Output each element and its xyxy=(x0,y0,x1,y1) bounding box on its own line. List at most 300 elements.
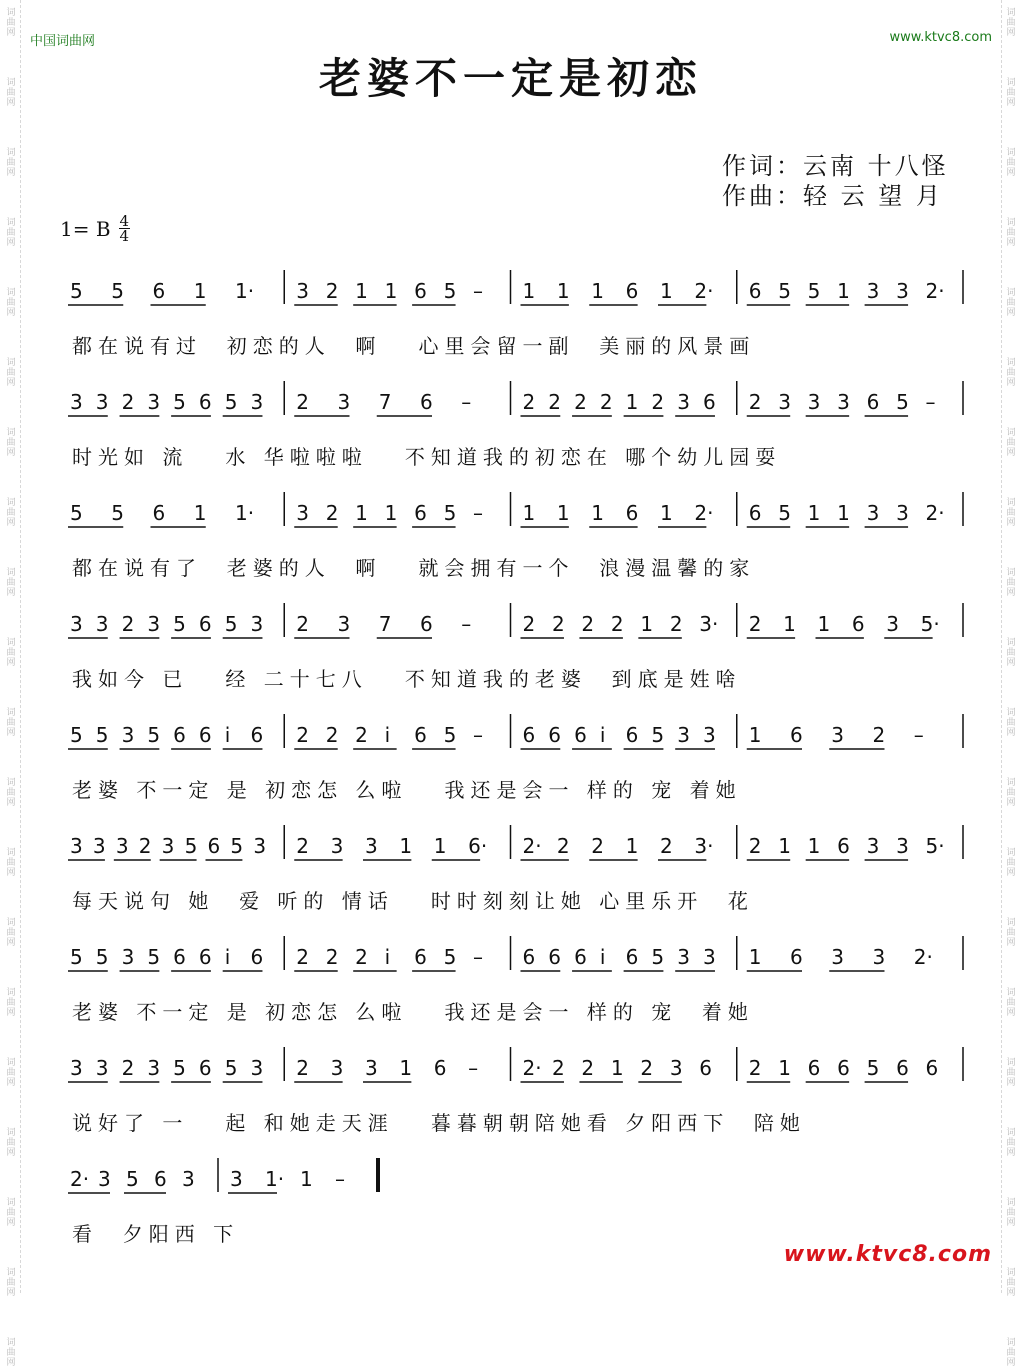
note: 5 xyxy=(896,390,909,414)
measure xyxy=(294,723,483,749)
edge-watermark-text: 词曲网 xyxy=(1006,358,1016,388)
note: 2 xyxy=(581,612,595,636)
notation-line xyxy=(60,611,965,659)
note: 1 xyxy=(193,279,207,303)
notation-line xyxy=(60,500,965,548)
note: 5 xyxy=(230,834,244,858)
note: 2· xyxy=(925,279,945,303)
edge-watermark-text: 词曲网 xyxy=(1006,1198,1016,1228)
note: 6 xyxy=(548,945,562,969)
note: 6 xyxy=(414,945,427,969)
note: 5 xyxy=(224,390,238,414)
note: 6 xyxy=(748,501,762,525)
time-signature-bottom: 4 xyxy=(119,227,130,245)
note: 3 xyxy=(147,390,161,414)
note: 6 xyxy=(250,723,264,747)
note: 1 xyxy=(660,501,673,525)
note: – xyxy=(473,279,484,303)
note: 6 xyxy=(748,279,762,303)
measure xyxy=(294,834,487,860)
edge-watermark-text: 词曲网 xyxy=(6,918,16,948)
lyric-line: 每天说句 她 爱 听的 情话 时时刻刻让她 心里乐开 花 xyxy=(72,889,754,913)
note: 1 xyxy=(660,279,673,303)
note: i xyxy=(224,723,231,747)
note: 3 xyxy=(250,390,264,414)
edge-watermark-text: 词曲网 xyxy=(6,1058,16,1088)
note: 1· xyxy=(235,279,255,303)
note: 1 xyxy=(817,612,831,636)
notation-svg xyxy=(60,833,965,881)
note: 1 xyxy=(807,501,821,525)
edge-watermark-text: 词曲网 xyxy=(1006,1058,1016,1088)
note: 6 xyxy=(250,945,264,969)
note: 5 xyxy=(224,612,238,636)
note: 3 xyxy=(70,390,83,414)
note: 6 xyxy=(198,612,212,636)
note: 6 xyxy=(198,723,212,747)
note: 2· xyxy=(694,501,714,525)
note: 6 xyxy=(625,723,639,747)
notation-line xyxy=(60,1055,965,1103)
note: 6 xyxy=(198,945,212,969)
note: 1 xyxy=(384,501,398,525)
measure xyxy=(294,612,471,638)
note: 3 xyxy=(807,390,821,414)
edge-watermark-text: 词曲网 xyxy=(6,148,16,178)
measure xyxy=(747,723,924,749)
note: 2 xyxy=(121,1056,135,1080)
note: 2 xyxy=(610,612,624,636)
edge-watermark-text: 词曲网 xyxy=(6,1268,16,1298)
note: 3 xyxy=(837,390,850,414)
note: 6 xyxy=(414,279,427,303)
note: 1 xyxy=(355,501,368,525)
notation-line xyxy=(60,722,965,770)
note: 3 xyxy=(70,612,83,636)
note: 2 xyxy=(121,612,135,636)
note: – xyxy=(468,1056,479,1080)
edge-watermark-text: 词曲网 xyxy=(1006,1268,1016,1298)
note: 5 xyxy=(224,1056,238,1080)
note: 2 xyxy=(748,834,762,858)
note: 3 xyxy=(230,1167,243,1191)
edge-watermark-text: 词曲网 xyxy=(1006,638,1016,668)
note: 3 xyxy=(92,834,106,858)
notation-svg xyxy=(60,500,965,548)
note: 6 xyxy=(702,390,716,414)
measure xyxy=(294,279,483,305)
note: 1 xyxy=(640,612,654,636)
note: 3· xyxy=(694,834,714,858)
note: 3 xyxy=(677,390,690,414)
note: 6 xyxy=(925,1056,939,1080)
note: 2 xyxy=(296,612,309,636)
edge-watermark-text: 词曲网 xyxy=(6,428,16,458)
note: 2 xyxy=(296,834,309,858)
edge-watermark-text: 词曲网 xyxy=(6,1338,16,1368)
note: 2· xyxy=(694,279,714,303)
lyric-line: 都在说有过 初恋的人 啊 心里会留一副 美丽的风景画 xyxy=(72,334,756,358)
measure xyxy=(68,279,254,305)
note: 3 xyxy=(70,834,83,858)
edge-watermark-text: 词曲网 xyxy=(1006,988,1016,1018)
note: 1 xyxy=(591,279,604,303)
notation-svg xyxy=(60,278,965,326)
note: 6 xyxy=(790,723,803,747)
note: 1 xyxy=(384,279,398,303)
note: 2 xyxy=(748,1056,762,1080)
note: 6 xyxy=(198,1056,212,1080)
note: 3 xyxy=(147,1056,161,1080)
note: 1· xyxy=(235,501,255,525)
notation-svg xyxy=(60,1055,965,1103)
note: 3 xyxy=(337,390,351,414)
edge-watermark-text: 词曲网 xyxy=(6,1128,16,1158)
note: 2 xyxy=(325,945,339,969)
song-title: 老婆不一定是初恋 xyxy=(318,54,703,103)
note: 5 xyxy=(184,834,198,858)
note: 3 xyxy=(677,945,690,969)
note: 1 xyxy=(807,834,821,858)
note: 6 xyxy=(207,834,221,858)
note: 2 xyxy=(651,390,665,414)
note: 6 xyxy=(433,1056,447,1080)
measure xyxy=(521,945,716,971)
note: 3 xyxy=(95,612,109,636)
note: i xyxy=(384,723,391,747)
note: 1· xyxy=(265,1167,285,1191)
edge-watermark-text: 词曲网 xyxy=(6,848,16,878)
note: 1 xyxy=(300,1167,313,1191)
note: 1 xyxy=(783,612,796,636)
note: 6 xyxy=(866,390,880,414)
note: 2· xyxy=(70,1167,90,1191)
note: 3 xyxy=(250,1056,264,1080)
note: 6 xyxy=(851,612,865,636)
note: 3 xyxy=(147,612,161,636)
edge-watermark-text: 词曲网 xyxy=(6,778,16,808)
note: 2 xyxy=(599,390,613,414)
note: 2 xyxy=(640,1056,654,1080)
note: 6 xyxy=(837,834,850,858)
lyric-line: 老婆 不一定 是 初恋怎 么啦 我还是会一 样的 宠 着她 xyxy=(72,1000,754,1024)
note: 6 xyxy=(173,723,186,747)
note: 5 xyxy=(147,945,161,969)
measure xyxy=(68,1167,195,1193)
note: 6 xyxy=(522,723,536,747)
edge-watermark-text: 词曲网 xyxy=(1006,778,1016,808)
measure xyxy=(521,1056,713,1082)
note: 2 xyxy=(548,390,562,414)
notation-line xyxy=(60,1166,965,1214)
measure xyxy=(747,279,945,305)
measure xyxy=(521,390,716,416)
note: 1 xyxy=(193,501,207,525)
note: 6 xyxy=(807,1056,821,1080)
note: 1 xyxy=(399,834,413,858)
lyric-line: 时光如 流 水 华啦啦啦 不知道我的初恋在 哪个幼儿园耍 xyxy=(72,445,782,469)
note: 1 xyxy=(837,279,850,303)
note: 2 xyxy=(581,1056,595,1080)
measure xyxy=(294,390,471,416)
note: 3 xyxy=(831,723,844,747)
edge-watermark-text: 词曲网 xyxy=(1006,918,1016,948)
lyric-line: 我如今 已 经 二十七八 不知道我的老婆 到底是姓啥 xyxy=(72,667,742,691)
site-url-link[interactable]: www.ktvc8.com xyxy=(889,30,992,45)
note: 5 xyxy=(95,945,109,969)
note: 1 xyxy=(625,834,639,858)
note: 2 xyxy=(296,390,309,414)
time-signature-top: 4 xyxy=(119,212,130,230)
note: 3 xyxy=(896,501,909,525)
note: 6 xyxy=(699,1056,713,1080)
note: 2 xyxy=(296,1056,309,1080)
note: 3 xyxy=(886,612,899,636)
note: 6 xyxy=(154,1167,167,1191)
note: 3 xyxy=(778,390,791,414)
composer-credit: 作曲：轻 云 望 月 xyxy=(722,182,943,210)
note: 3 xyxy=(95,390,109,414)
note: 6 xyxy=(522,945,536,969)
note: 5 xyxy=(651,723,665,747)
note: 2 xyxy=(355,945,368,969)
note: 6 xyxy=(896,1056,909,1080)
note: 5 xyxy=(443,723,457,747)
note: 3 xyxy=(669,1056,683,1080)
note: 7 xyxy=(378,612,392,636)
lyric-line: 都在说有了 老婆的人 啊 就会拥有一个 浪漫温馨的家 xyxy=(72,556,756,580)
measure xyxy=(747,501,945,527)
note: 3 xyxy=(702,723,716,747)
note: 1 xyxy=(522,279,536,303)
note: 1 xyxy=(625,390,639,414)
measure xyxy=(521,723,716,749)
note: 6 xyxy=(152,501,166,525)
note: 1 xyxy=(433,834,447,858)
note: 1 xyxy=(837,501,850,525)
note: 5 xyxy=(173,390,186,414)
measure xyxy=(294,945,483,971)
note: 3 xyxy=(296,501,309,525)
note: 7 xyxy=(378,390,392,414)
note: 3 xyxy=(677,723,690,747)
note: 2 xyxy=(660,834,673,858)
edge-watermark-text: 词曲网 xyxy=(1006,848,1016,878)
note: – xyxy=(461,612,472,636)
note: 2 xyxy=(574,390,587,414)
measure xyxy=(68,945,263,971)
measure xyxy=(68,612,263,638)
note: 6 xyxy=(790,945,803,969)
edge-watermark-text: 词曲网 xyxy=(6,498,16,528)
measure xyxy=(747,612,940,638)
note: 2 xyxy=(138,834,152,858)
edge-watermark-text: 词曲网 xyxy=(1006,428,1016,458)
note: 3 xyxy=(121,723,135,747)
note: 6 xyxy=(414,723,427,747)
note: 5· xyxy=(920,612,940,636)
note: – xyxy=(335,1167,345,1191)
lyric-line: 老婆 不一定 是 初恋怎 么啦 我还是会一 样的 宠 着她 xyxy=(72,778,742,802)
measure xyxy=(68,1056,263,1082)
note: 2 xyxy=(748,612,762,636)
notation-line xyxy=(60,833,965,881)
site-name-link[interactable]: 中国词曲网 xyxy=(30,34,96,49)
note: 2 xyxy=(296,945,309,969)
note: 3 xyxy=(330,1056,344,1080)
note: 6 xyxy=(574,945,587,969)
note: 5 xyxy=(70,501,83,525)
note: 5 xyxy=(443,501,457,525)
notation-svg xyxy=(60,611,965,659)
note: 3 xyxy=(365,834,378,858)
measure xyxy=(521,279,714,305)
note: 1 xyxy=(399,1056,413,1080)
edge-watermark-text: 词曲网 xyxy=(6,288,16,318)
edge-watermark-text: 词曲网 xyxy=(1006,708,1016,738)
note: 6 xyxy=(420,390,433,414)
note: 3 xyxy=(253,834,267,858)
edge-watermark-text: 词曲网 xyxy=(1006,1128,1016,1158)
measure xyxy=(294,501,483,527)
key-signature xyxy=(60,214,130,243)
edge-watermark-text: 词曲网 xyxy=(6,708,16,738)
note: 5 xyxy=(95,723,109,747)
note: 5 xyxy=(147,723,161,747)
note: 3 xyxy=(296,279,309,303)
note: 2· xyxy=(522,1056,542,1080)
note: 1 xyxy=(748,723,762,747)
note: 3 xyxy=(872,945,886,969)
edge-watermark-text: 词曲网 xyxy=(1006,498,1016,528)
edge-watermark-text: 词曲网 xyxy=(6,568,16,598)
note: – xyxy=(473,723,484,747)
note: 5 xyxy=(778,501,791,525)
lyric-line: 看 夕阳西 下 xyxy=(72,1222,240,1246)
note: 3 xyxy=(95,1056,109,1080)
note: 3· xyxy=(699,612,719,636)
edge-watermark-text: 词曲网 xyxy=(1006,148,1016,178)
note: 6 xyxy=(625,279,639,303)
time-signature xyxy=(119,214,131,243)
note: – xyxy=(461,390,472,414)
notation-svg xyxy=(60,1166,965,1214)
note: 2 xyxy=(121,390,135,414)
notation-svg xyxy=(60,722,965,770)
note: 2 xyxy=(551,612,565,636)
note: 5 xyxy=(173,612,186,636)
note: 6· xyxy=(468,834,488,858)
note: 2 xyxy=(355,723,368,747)
note: 3 xyxy=(702,945,716,969)
note: 5 xyxy=(807,279,821,303)
notation-line xyxy=(60,944,965,992)
measure xyxy=(68,723,263,749)
note: 5 xyxy=(111,501,124,525)
lyric-line: 说好了 一 起 和她走天涯 暮暮朝朝陪她看 夕阳西下 陪她 xyxy=(72,1111,806,1135)
measure xyxy=(521,501,714,527)
note: 5 xyxy=(70,945,83,969)
note: 2 xyxy=(325,279,339,303)
note: 3 xyxy=(70,1056,83,1080)
note: 5 xyxy=(111,279,124,303)
measure xyxy=(747,1056,939,1082)
lyricist-credit: 作词：云南 十八怪 xyxy=(722,152,949,180)
footer-url-logo[interactable]: www.ktvc8.com xyxy=(783,1242,992,1267)
note: 5 xyxy=(866,1056,880,1080)
note: 5 xyxy=(778,279,791,303)
notation-line xyxy=(60,278,965,326)
note: 6 xyxy=(574,723,587,747)
note: 1 xyxy=(748,945,762,969)
notation-line xyxy=(60,389,965,437)
note: 2 xyxy=(669,612,683,636)
note: – xyxy=(913,723,924,747)
edge-watermark-text: 词曲网 xyxy=(6,638,16,668)
note: 2 xyxy=(872,723,886,747)
edge-watermark-text: 词曲网 xyxy=(6,1198,16,1228)
note: 3 xyxy=(98,1167,111,1191)
note: 6 xyxy=(625,501,639,525)
note: 1 xyxy=(778,1056,791,1080)
note: 2· xyxy=(925,501,945,525)
note: 5 xyxy=(651,945,665,969)
note: 3 xyxy=(831,945,844,969)
measure xyxy=(68,834,266,860)
edge-watermark-text: 词曲网 xyxy=(6,358,16,388)
note: 5· xyxy=(925,834,945,858)
note: 2 xyxy=(325,501,339,525)
edge-watermark-text: 词曲网 xyxy=(1006,218,1016,248)
note: 2· xyxy=(913,945,933,969)
note: 2 xyxy=(748,390,762,414)
note: 3 xyxy=(121,945,135,969)
edge-watermark-text: 词曲网 xyxy=(1006,1338,1016,1368)
edge-watermark-text: 词曲网 xyxy=(1006,568,1016,598)
measure xyxy=(68,390,263,416)
note: 3 xyxy=(330,834,344,858)
key-label: 1= B xyxy=(60,216,111,241)
note: 2 xyxy=(522,612,536,636)
note: 6 xyxy=(548,723,562,747)
note: 1 xyxy=(556,501,570,525)
note: i xyxy=(384,945,391,969)
note: 3 xyxy=(896,279,909,303)
left-edge-watermark xyxy=(2,0,21,1368)
note: 3 xyxy=(250,612,264,636)
measure xyxy=(747,945,933,971)
note: 3 xyxy=(365,1056,378,1080)
note: 2 xyxy=(551,1056,565,1080)
note: 2 xyxy=(325,723,339,747)
note: 5 xyxy=(443,945,457,969)
note: – xyxy=(473,501,484,525)
note: 6 xyxy=(420,612,433,636)
note: 1 xyxy=(522,501,536,525)
note: 1 xyxy=(556,279,570,303)
edge-watermark-text: 词曲网 xyxy=(6,78,16,108)
note: 3 xyxy=(866,279,880,303)
note: – xyxy=(473,945,484,969)
measure xyxy=(747,390,936,416)
note: 2 xyxy=(556,834,570,858)
note: 6 xyxy=(414,501,427,525)
measure xyxy=(294,1056,478,1082)
note: 6 xyxy=(837,1056,850,1080)
edge-watermark-text: 词曲网 xyxy=(6,988,16,1018)
note: 6 xyxy=(173,945,186,969)
note: 5 xyxy=(173,1056,186,1080)
